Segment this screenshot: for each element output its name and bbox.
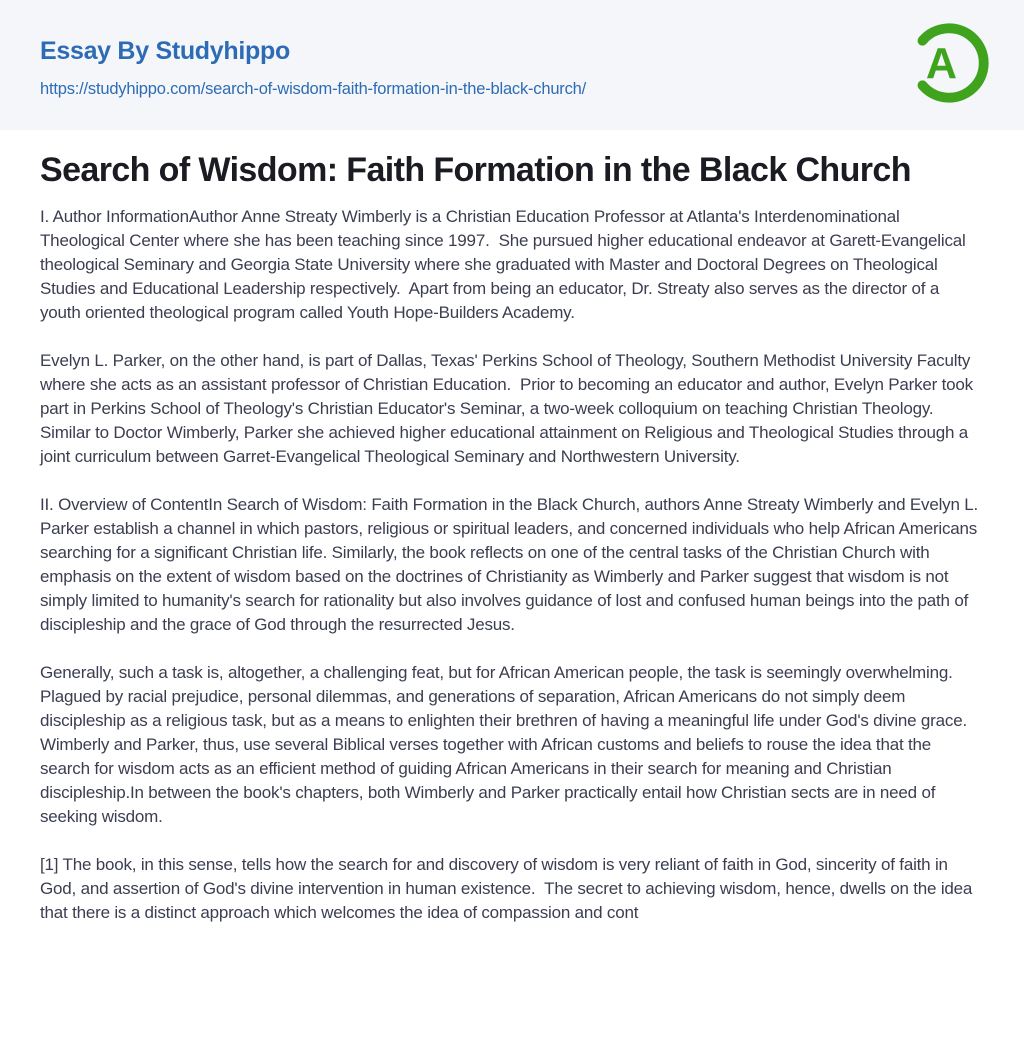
article-paragraph: Generally, such a task is, altogether, a challenging feat, but for African American people, the task is seemingly overwhelming. Plagued by racial prejudice, personal dilemmas, and generations of separation, African Americans do not simply deem discipleship as a religious task, but as a means to enlighten their brethren of having a meaningful life under God's divine grace. Wimberly and Parker, thus, use several Biblical verses together with African customs and beliefs to rouse the idea that the search for wisdom acts as an efficient method of guiding African Americans in their search for meaning and Christian discipleship.In between the book's chapters, both Wimberly and Parker practically entail how Christian sects are in need of seeking wisdom.: [40, 663, 972, 827]
logo-letter: A: [925, 40, 958, 89]
article-paragraph: [1] The book, in this sense, tells how the search for and discovery of wisdom is very reliant of faith in God, sincerity of faith in God, and assertion of God's divine intervention in human existence. The secret to achieving wisdom, hence, dwells on the idea that there is a distinct approach which welcomes the idea of compassion and cont: [40, 855, 977, 923]
article-paragraph: Evelyn L. Parker, on the other hand, is part of Dallas, Texas' Perkins School of Theology, Southern Methodist University Faculty where she acts as an assistant professor of Christian Education. Prior to becoming an educator and author, Evelyn Parker took part in Perkins School of Theology's Christian Educator's Seminar, a two-week colloquium on teaching Christian Theology. Similar to Doctor Wimberly, Parker she achieved higher educational attainment on Religious and Theological Studies through a joint curriculum between Garret-Evangelical Theological Seminary and Northwestern University.: [40, 351, 978, 467]
logo-arc-a-icon: [904, 18, 994, 108]
studyhippo-logo[interactable]: [904, 18, 994, 108]
article-paragraph: II. Overview of ContentIn Search of Wisdom: Faith Formation in the Black Church, authors Anne Streaty Wimberly and Evelyn L. Parker establish a channel in which pastors, religious or spiritual leaders, and concerned individuals who help African Americans searching for a significant Christian life. Similarly, the book reflects on one of the central tasks of the Christian Church with emphasis on the extent of wisdom based on the doctrines of Christianity as Wimberly and Parker suggest that wisdom is not simply limited to humanity's search for rationality but also involves guidance of lost and confused human beings into the path of discipleship and the grace of God through the resurrected Jesus.: [40, 495, 983, 635]
essay-url-link[interactable]: https://studyhippo.com/search-of-wisdom-faith-formation-in-the-black-church/: [40, 79, 587, 98]
article-content: [0, 130, 1024, 925]
article-paragraph: I. Author InformationAuthor Anne Streaty Wimberly is a Christian Education Professor at Atlanta's Interdenominational Theological Center where she has been teaching since 1997. She pursued higher educational endeavor at Garett-Evangelical theological Seminary and Georgia State University where she graduated with Master and Doctoral Degrees on Theological Studies and Educational Leadership respectively. Apart from being an educator, Dr. Streaty also serves as the director of a youth oriented theological program called Youth Hope-Builders Academy.: [40, 207, 971, 323]
page-header: [0, 0, 1024, 130]
article-title: Search of Wisdom: Faith Formation in the Black Church: [40, 151, 911, 189]
site-title: Essay By Studyhippo: [40, 37, 290, 65]
